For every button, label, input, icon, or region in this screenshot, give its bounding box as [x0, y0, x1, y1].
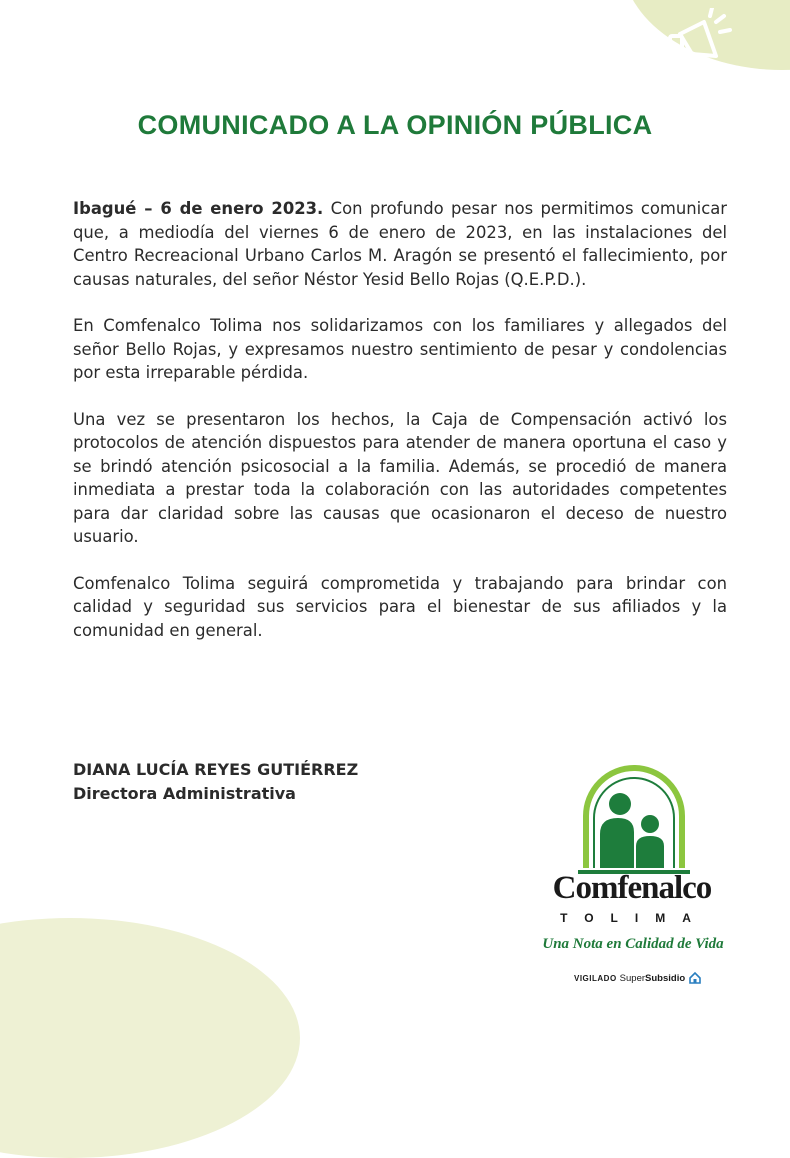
super-label: Super: [619, 972, 646, 984]
brand-name: Comfenalco: [552, 870, 712, 906]
signer-name: DIANA LUCÍA REYES GUTIÉRREZ: [73, 760, 359, 779]
paragraph-4: Comfenalco Tolima seguirá comprometida y trabajando para brindar con calidad y seguridad sus servicios para el bienestar de sus afiliados y la comunidad en general.: [73, 573, 727, 640]
paragraph-1-text: Con profundo pesar nos permitimos comunicar que, a mediodía del viernes 6 de enero de 2023, en las instalaciones del Centro Recreacional Urbano Carlos M. Aragón se presentó el fallecimiento, por causas naturales, del señor Néstor Yesid Bello Rojas (Q.E.P.D.).: [73, 199, 727, 289]
family-arch-icon: [556, 764, 712, 876]
date-lead: Ibagué – 6 de enero 2023.: [73, 199, 324, 218]
signature-block: [73, 758, 358, 806]
brand-region: TOLIMA: [560, 911, 708, 925]
house-icon: [688, 971, 702, 985]
paragraph-2: En Comfenalco Tolima nos solidarizamos con los familiares y allegados del señor Bello Rojas, y expresamos nuestro sentimiento de pesar y condolencias por esta irreparable pérdida.: [73, 316, 727, 382]
vigilado-label: VIGILADO: [574, 973, 617, 983]
paragraph-1: [73, 197, 727, 291]
paragraph-3: Una vez se presentaron los hechos, la Caja de Compensación activó los protocolos de atención dispuestos para atender de manera oportuna el caso y se brindó atención psicosocial a la familia. Además, se procedió de manera inmediata a prestar toda la colaboración con las autoridades competentes para dar claridad sobre las causas que ocasionaron el deceso de nuestro usuario.: [73, 409, 727, 546]
bottom-left-decoration: [0, 918, 300, 1158]
vigilado-supersubsidio: [574, 971, 702, 985]
communique-body: [73, 197, 727, 665]
subsidio-label: Subsidio: [645, 972, 686, 984]
brand-slogan: Una Nota en Calidad de Vida: [542, 936, 724, 952]
signer-role: Directora Administrativa: [73, 784, 296, 803]
page-title: COMUNICADO A LA OPINIÓN PÚBLICA: [137, 110, 653, 140]
megaphone-icon: [660, 8, 732, 70]
